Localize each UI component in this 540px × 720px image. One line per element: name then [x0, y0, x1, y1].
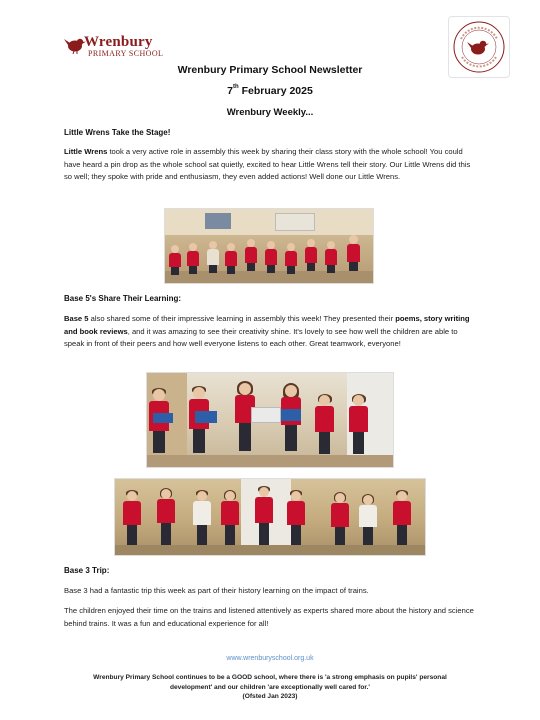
body-base5-bold: poems, story writing and book reviews — [64, 314, 470, 336]
date-suffix: th — [233, 84, 239, 90]
photo-base5-group — [114, 478, 426, 556]
section-heading-base3: Base 3 Trip: — [64, 566, 110, 575]
logo-subtitle: PRIMARY SCHOOL — [88, 49, 164, 58]
date-month-year: February 2025 — [238, 85, 313, 97]
school-website-link[interactable]: www.wrenburyschool.org.uk — [226, 655, 314, 662]
lead-little-wrens: Little Wrens — [64, 147, 108, 156]
section-text-base5 — [64, 313, 476, 351]
section-text-base3-para2: The children enjoyed their time on the trains and listened attentively as experts shared more about the history and science behind trains. It was a fun and educational experience for all! — [64, 606, 474, 628]
ofsted-statement — [64, 673, 476, 702]
school-logo — [64, 34, 164, 60]
body-little-wrens: took a very active role in assembly this week by sharing their class story with the whole school! You could have heard a pin drop as the whole school sat quietly, excited to hear Little Wrens tell their story. Our Little Wrens did this so well; they spoke with pride and enthusiasm, they even added actions! Well done our Little Wrens. — [64, 147, 471, 182]
ofsted-line-3: (Ofsted Jan 2023) — [242, 693, 298, 700]
photo-base5-presentation — [146, 372, 394, 468]
lead-base5: Base 5 — [64, 314, 89, 323]
newsletter-title: Wrenbury Primary School Newsletter — [177, 64, 363, 76]
body-base5-part1: also shared some of their impressive learning in assembly this week! They presented their — [88, 314, 396, 323]
photo-little-wrens-assembly — [164, 208, 374, 284]
section-heading-little-wrens: Little Wrens Take the Stage! — [64, 128, 171, 137]
ofsted-line-2: development' and our children 'are exceptionally well cared for.' — [169, 683, 370, 691]
section-text-base3-para1: Base 3 had a fantastic trip this week as part of their history learning on the impact of trains. — [64, 586, 369, 595]
ofsted-line-1: Wrenbury Primary School continues to be a GOOD school, where there is 'a strong emphasis on pupils' personal — [93, 674, 447, 681]
section-heading-base5: Base 5's Share Their Learning: — [64, 294, 182, 303]
wren-bird-icon — [64, 36, 86, 54]
logo-name: Wrenbury — [84, 34, 153, 50]
section-text-little-wrens — [64, 146, 476, 184]
newsletter-subtitle: Wrenbury Weekly... — [226, 107, 314, 118]
date-day: 7 — [227, 85, 234, 97]
newsletter-date — [0, 85, 540, 97]
body-base5-part2: , and it was amazing to see their creativity shine. It's lovely to see how well the children are able to speak in front of their peers and how well everyone listens to each other. Great teamwork, everyone! — [64, 326, 458, 349]
